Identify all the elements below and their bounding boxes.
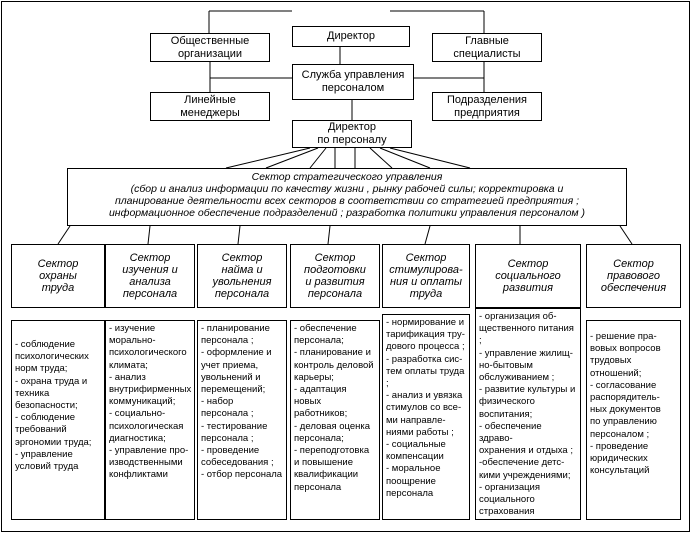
sector-duties-legal: - решение пра- вовых вопросов трудовых отношений; - согласование распорядитель- ных документов по управлению персоналом ; - проведение юридических консультаций <box>586 320 681 520</box>
strategy-line-3: информационное обеспечение подразделений ; разработка политики управления персоналом ) <box>108 207 586 219</box>
strategy-sector-box <box>67 168 627 226</box>
sector-title-social: Сектор социального развития <box>475 244 581 308</box>
hr-director-box: Директор по персоналу <box>292 120 412 148</box>
sector-duties-social: - организация об- щественного питания ; - управление жилищ- но-бытовым обслуживанием ; - развитие культуры и физического воспитания; - обеспечение здраво- охранения и отдыха ; -обеспечение детс- кими учреждениями; - организация социального страхования <box>475 308 581 520</box>
sector-duties-hiring: - планирование персонала ; - оформление и учет приема, увольнений и перемещений; - набор персонала ; - тестирование персонала ; - проведение собеседования ; - отбор персонала <box>197 320 287 520</box>
sector-title-legal: Сектор правового обеспечения <box>586 244 681 308</box>
strategy-title: Сектор стратегического управления <box>251 171 443 183</box>
sector-title-personnel-analysis: Сектор изучения и анализа персонала <box>105 244 195 308</box>
public-orgs-box: Общественные организации <box>150 33 270 62</box>
connector-fan <box>226 148 310 168</box>
director-box: Директор <box>292 26 410 47</box>
sector-duties-labor-protection: - соблюдение психологических норм труда; - охрана труда и техника безопасности; - соблюдение требований эргономии труда; - управление условий труда <box>11 320 105 520</box>
line-managers-box: Линейные менеджеры <box>150 92 270 121</box>
strategy-line-2: планирование деятельности всех секторов в соответствии со стратегией предприятия ; <box>114 195 580 207</box>
sector-duties-compensation: - нормирование и тарификация тру- дового процесса ; - разработка сис- тем оплаты труда ; - анализ и увязка стимулов со все- ми направле- ниями работы ; - социальные компенсации - моральное поощрение персонала <box>382 314 470 520</box>
sector-title-training: Сектор подготовки и развития персонала <box>290 244 380 308</box>
sector-title-hiring: Сектор найма и увольнения персонала <box>197 244 287 308</box>
sector-title-compensation: Сектор стимулирова- ния и оплаты труда <box>382 244 470 308</box>
strategy-line-1: (сбор и анализ информации по качеству жизни , рынку рабочей силы; корректировка и <box>130 183 564 195</box>
sector-duties-personnel-analysis: - изучение морально- психологического климата; - анализ внутрифирменных коммуникаций; - социально- психологическая диагностика; - управление про- изводственными конфликтами <box>105 320 195 520</box>
enterprise-divisions-box: Подразделения предприятия <box>432 92 542 121</box>
sector-duties-training: - обеспечение персонала; - планирование и контроль деловой карьеры; - адаптация новых работников; - деловая оценка персонала; - переподготовка и повышение квалификации персонала <box>290 320 380 520</box>
hr-service-box: Служба управления персоналом <box>292 64 414 100</box>
sector-title-labor-protection: Сектор охраны труда <box>11 244 105 308</box>
chief-specialists-box: Главные специалисты <box>432 33 542 62</box>
connector-strategy-sectors <box>58 226 70 244</box>
